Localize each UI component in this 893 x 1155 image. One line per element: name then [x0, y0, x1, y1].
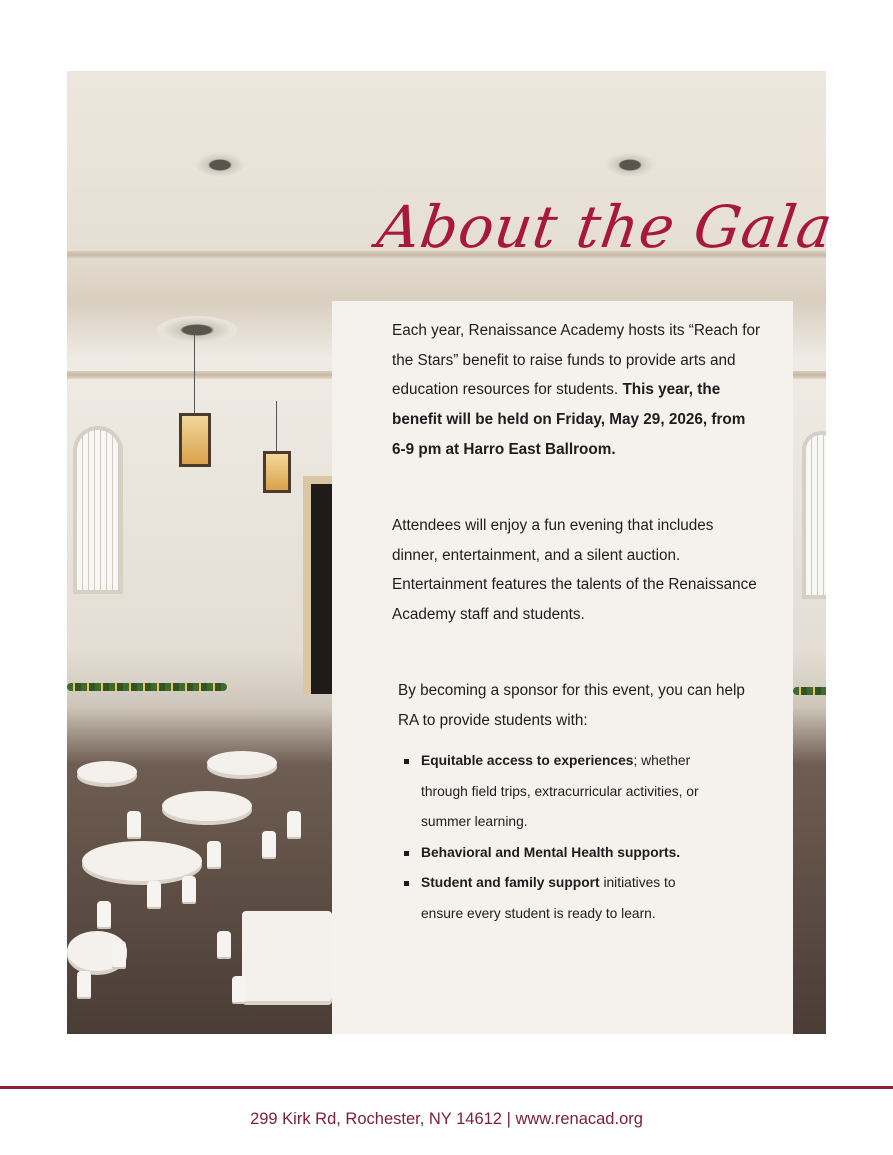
arched-window — [802, 431, 826, 599]
bullet-lead: Equitable access to experiences — [421, 753, 634, 768]
ceiling-vent — [192, 151, 248, 179]
pendant-lamp — [179, 413, 211, 467]
benefits-list — [400, 746, 721, 930]
ceiling-vent — [157, 316, 237, 344]
list-item — [421, 868, 721, 929]
footer-divider — [0, 1086, 893, 1089]
garland — [67, 683, 227, 691]
intro-text: Each year, Renaissance Academy hosts its “Reach for the Stars” benefit to raise funds to provide arts and education resources for students. — [392, 322, 761, 399]
event-details: This year, the benefit will be held on Friday, May 29, 2026, from 6-9 pm at Harro East Ballroom. — [392, 381, 746, 458]
intro-paragraph — [392, 316, 762, 465]
bullet-lead: Behavioral and Mental Health supports. — [421, 844, 681, 860]
list-item — [421, 838, 721, 869]
page-title: About the Gala — [373, 193, 838, 261]
bullet-text: initiatives to ensure every student is ready to learn. — [421, 875, 676, 921]
sponsor-paragraph: By becoming a sponsor for this event, you can help RA to provide students with: — [398, 682, 745, 729]
footer-address: 299 Kirk Rd, Rochester, NY 14612 | www.renacad.org — [250, 1110, 643, 1128]
garland — [793, 687, 826, 695]
attendees-paragraph: Attendees will enjoy a fun evening that includes dinner, entertainment, and a silent auction. Entertainment features the talents of the Renaissance Academy staff and students. — [392, 517, 757, 624]
content-card — [332, 301, 793, 1034]
list-item — [421, 746, 721, 838]
bullet-text: ; whether through field trips, extracurricular activities, or summer learning. — [421, 753, 699, 830]
ceiling-vent — [602, 151, 658, 179]
pendant-lamp — [263, 451, 291, 493]
arched-window — [73, 426, 123, 594]
bullet-lead: Student and family support — [421, 875, 600, 891]
